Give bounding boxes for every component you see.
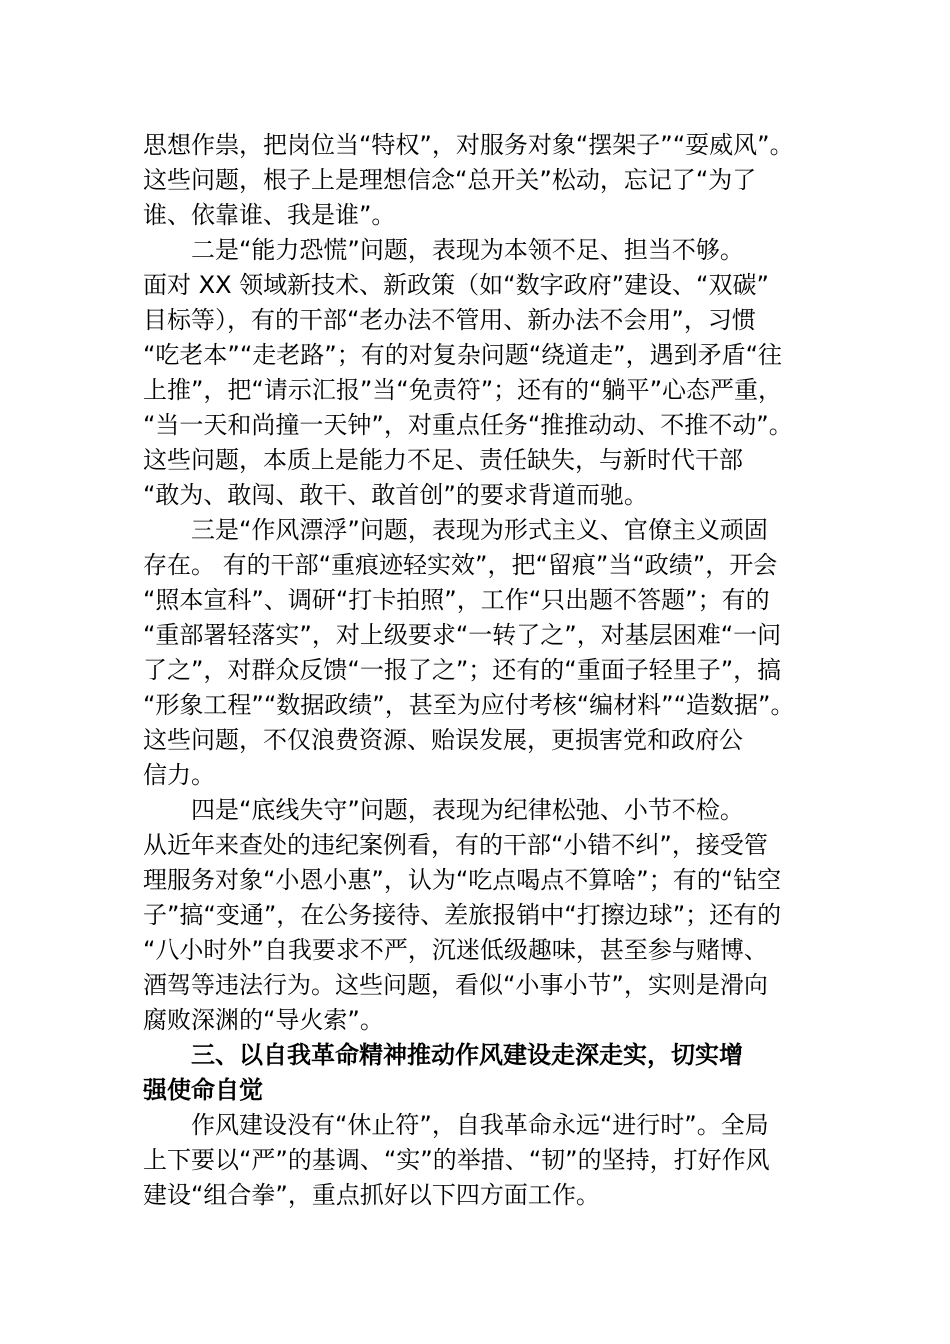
text-line: 二是“能力恐慌”问题，表现为本领不足、担当不够。	[191, 236, 744, 264]
text-line: 这些问题，本质上是能力不足、责任缺失，与新时代干部	[143, 446, 743, 474]
text-line: 这些问题，根子上是理想信念“总开关”松动，忘记了“为了	[143, 166, 757, 194]
text-line: “照本宣科”、调研“打卡拍照”，工作“只出题不答题”；有的	[143, 586, 770, 614]
text-line: 面对 XX 领域新技术、新政策（如“数字政府”建设、“双碳”	[143, 271, 769, 299]
text-line: 目标等），有的干部“老办法不管用、新办法不会用”，习惯	[143, 306, 756, 334]
text-line: “重部署轻落实”，对上级要求“一转了之”，对基层困难“一问	[143, 621, 782, 649]
text-line: 作风建设没有“休止符”，自我革命永远“进行时”。全局	[191, 1111, 769, 1139]
section-heading-line: 强使命自觉	[143, 1076, 263, 1104]
text-line: 酒驾等违法行为。这些问题，看似“小事小节”，实则是滑向	[143, 971, 768, 999]
section-heading-line: 三、以自我革命精神推动作风建设走深走实，切实增	[191, 1041, 743, 1069]
text-line: 四是“底线失守”问题，表现为纪律松弛、小节不检。	[191, 796, 744, 824]
text-line: “八小时外”自我要求不严，沉迷低级趣味，甚至参与赌博、	[143, 936, 768, 964]
text-line: 谁、依靠谁、我是谁”。	[143, 201, 396, 229]
text-line: 上下要以“严”的基调、“实”的举措、“韧”的坚持，打好作风	[143, 1146, 770, 1174]
text-line: “吃老本”“走老路”；有的对复杂问题“绕道走”，遇到矛盾“往	[143, 341, 783, 369]
text-line: 信力。	[143, 761, 215, 789]
text-line: 存在。 有的干部“重痕迹轻实效”，把“留痕”当“政绩”，开会	[143, 551, 778, 579]
document-body	[143, 128, 811, 1213]
text-line: 子”搞“变通”，在公务接待、差旅报销中“打擦边球”；还有的	[143, 901, 782, 929]
text-line: “当一天和尚撞一天钟”，对重点任务“推推动动、不推不动”。	[143, 411, 793, 439]
text-line: 建设“组合拳”，重点抓好以下四方面工作。	[143, 1181, 600, 1209]
text-line: 了之”，对群众反馈“一报了之”；还有的“重面子轻里子”，搞	[143, 656, 782, 684]
text-line: 思想作祟，把岗位当“特权”，对服务对象“摆架子”“耍威风”。	[143, 131, 794, 159]
text-line: “形象工程”“数据政绩”，甚至为应付考核“编材料”“造数据”。	[143, 691, 795, 719]
text-line: 这些问题，不仅浪费资源、贻误发展，更损害党和政府公	[143, 726, 743, 754]
text-line: 上推”，把“请示汇报”当“免责符”；还有的“躺平”心态严重，	[143, 376, 783, 404]
text-line: 腐败深渊的“导火索”。	[143, 1006, 384, 1034]
text-line: 从近年来查处的违纪案例看，有的干部“小错不纠”，接受管	[143, 831, 768, 859]
text-line: 理服务对象“小恩小惠”，认为“吃点喝点不算啥”；有的“钻空	[143, 866, 782, 894]
text-line: “敢为、敢闯、敢干、敢首创”的要求背道而驰。	[143, 481, 648, 509]
text-line: 三是“作风漂浮”问题，表现为形式主义、官僚主义顽固	[191, 516, 768, 544]
